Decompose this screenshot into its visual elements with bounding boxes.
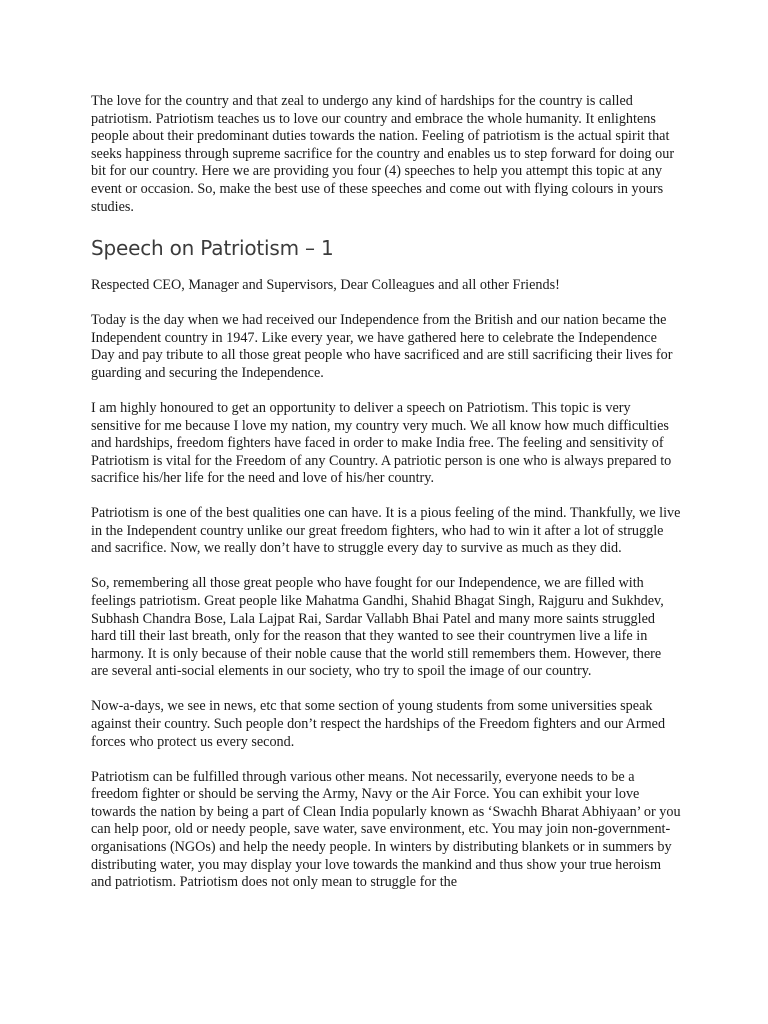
intro-paragraph: The love for the country and that zeal to undergo any kind of hardships for the country is called patriotism. Patriotism teaches us to love our country and embrace the whole humanity. It enlightens people about their predominant duties towards the nation. Feeling of patriotism is the actual spirit that seeks happiness through supreme sacrifice for the country and enables us to step forward for doing our bit for our country. Here we are providing you four (4) speeches to help you attempt this topic at any event or occasion. So, make the best use of these speeches and come out with flying colours in yours studies. <box>91 93 675 215</box>
section-heading: Speech on Patriotism – 1 <box>91 236 334 261</box>
body-paragraph: Patriotism can be fulfilled through various other means. Not necessarily, everyone needs to be a freedom fighter or should be serving the Army, Navy or the Air Force. You can exhibit your love towards the nation by being a part of Clean India popularly known as ‘Swachh Bharat Abhiyaan’ or you can help poor, old or needy people, save water, save environment, etc. You may join non-government-organisations (NGOs) and help the needy people. In winters by distributing blankets or in summers by distributing water, you may display your love towards the mankind and thus show your true heroism and patriotism. Patriotism does not only mean to struggle for the <box>91 768 681 891</box>
salutation-paragraph: Respected CEO, Manager and Supervisors, Dear Colleagues and all other Friends! <box>91 277 560 294</box>
document-page <box>91 93 681 909</box>
body-paragraph: So, remembering all those great people who have fought for our Independence, we are filled with feelings patriotism. Great people like Mahatma Gandhi, Shahid Bhagat Singh, Rajguru and Sukhdev, Subhash Chandra Bose, Lala Lajpat Rai, Sardar Vallabh Bhai Patel and many more saints struggled hard till their last breath, only for the reason that they wanted to see their countrymen live a life in harmony. It is only because of their noble cause that the world still remembers them. However, there are several anti-social elements in our society, who try to spoil the image of our country. <box>91 575 664 680</box>
body-paragraph: Now-a-days, we see in news, etc that some section of young students from some universities speak against their country. Such people don’t respect the hardships of the Freedom fighters and our Armed forces who protect us every second. <box>91 698 666 750</box>
body-paragraph: Patriotism is one of the best qualities one can have. It is a pious feeling of the mind. Thankfully, we live in the Independent country unlike our great freedom fighters, who had to win it after a lot of struggle and sacrifice. Now, we really don’t have to struggle every day to survive as much as they did. <box>91 505 681 557</box>
body-paragraph: Today is the day when we had received our Independence from the British and our nation became the Independent country in 1947. Like every year, we have gathered here to celebrate the Independence Day and pay tribute to all those great people who have sacrificed and are still sacrificing their lives for guarding and securing the Independence. <box>91 312 673 381</box>
body-paragraph: I am highly honoured to get an opportunity to deliver a speech on Patriotism. This topic is very sensitive for me because I love my nation, my country very much. We all know how much difficulties and hardships, freedom fighters have faced in order to make India free. The feeling and sensitivity of Patriotism is vital for the Freedom of any Country. A patriotic person is one who is always prepared to sacrifice his/her life for the need and love of his/her country. <box>91 399 672 487</box>
